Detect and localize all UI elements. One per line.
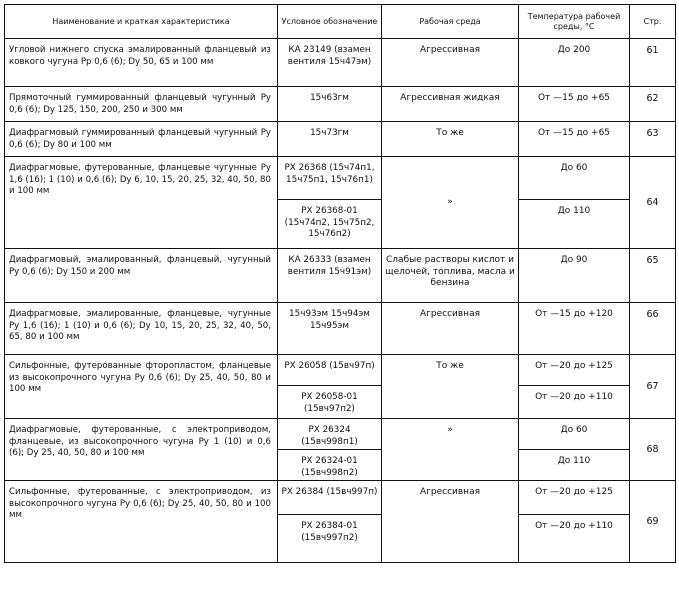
- row-temp: От —15 до +65: [519, 87, 630, 122]
- row-page: 68: [630, 419, 676, 481]
- row-page: 62: [630, 87, 676, 122]
- row-code: КА 23149 (взамен вентиля 15ч47эм): [278, 39, 382, 87]
- header-row: [5, 5, 676, 39]
- row-name: Диафрагмовый, эмалированный, фланцевый, чугунный Pу 0,6 (6); Dу 150 и 200 мм: [5, 249, 278, 303]
- row-env: Агрессивная: [382, 39, 519, 87]
- table-row: [5, 39, 676, 87]
- valve-catalog-page: [4, 4, 675, 600]
- header-name: Наименование и краткая характеристика: [5, 5, 278, 39]
- row-code: РХ 26324-01 (15вч998п2): [278, 450, 382, 481]
- row-temp: От —15 до +65: [519, 122, 630, 157]
- row-name: Прямоточный гуммированный фланцевый чугунный Pу 0,6 (6); Dу 125, 150, 200, 250 и 300 мм: [5, 87, 278, 122]
- row-env: То же: [382, 355, 519, 419]
- table-row: [5, 87, 676, 122]
- row-page: 64: [630, 157, 676, 249]
- row-code: 15ч73гм: [278, 122, 382, 157]
- row-env: То же: [382, 122, 519, 157]
- row-temp: От —15 до +120: [519, 303, 630, 355]
- header-env: Рабочая среда: [382, 5, 519, 39]
- row-temp: От —20 до +110: [519, 386, 630, 419]
- table-row: [5, 249, 676, 303]
- row-temp: До 60: [519, 157, 630, 200]
- row-name: Сильфонные, футерованные, с электроприводом, из высокопрочного чугуна Pу 0,6 (6); Dу 25, 40, 50, 80 и 100 мм: [5, 481, 278, 563]
- row-temp: До 90: [519, 249, 630, 303]
- row-page: 65: [630, 249, 676, 303]
- row-code: РХ 26368 (15ч74п1, 15ч75п1, 15ч76п1): [278, 157, 382, 200]
- header-page: Стр.: [630, 5, 676, 39]
- row-page: 66: [630, 303, 676, 355]
- header-temp: Температура рабочей среды, °С: [519, 5, 630, 39]
- row-page: 61: [630, 39, 676, 87]
- row-temp: От —20 до +125: [519, 481, 630, 515]
- row-code: РХ 26368-01 (15ч74п2, 15ч75п2, 15ч76п2): [278, 200, 382, 249]
- table-row: [5, 419, 676, 450]
- row-code: 15ч63гм: [278, 87, 382, 122]
- row-env: Агрессивная: [382, 481, 519, 563]
- row-page: 67: [630, 355, 676, 419]
- table-row: [5, 303, 676, 355]
- table-row: [5, 157, 676, 200]
- row-name: Диафрагмовые, футерованные, фланцевые чугунные Pу 1,6 (16); 1 (10) и 0,6 (6); Dу 6, 10, 15, 20, 25, 32, 40, 50, 80 и 100 мм: [5, 157, 278, 249]
- row-env: Агрессивная жидкая: [382, 87, 519, 122]
- row-page: 69: [630, 481, 676, 563]
- row-code: РХ 26058-01 (15вч97п2): [278, 386, 382, 419]
- row-env: »: [382, 419, 519, 481]
- row-name: Угловой нижнего спуска эмалированный фланцевый из ковкого чугуна Pр 0,6 (6); Dу 50, 65 и 100 мм: [5, 39, 278, 87]
- row-temp: До 110: [519, 200, 630, 249]
- row-code: РХ 26058 (15вч97п): [278, 355, 382, 386]
- row-name: Диафрагмовые, футерованные, с электроприводом, фланцевые, из высокопрочного чугуна Pу 1 (10) и 0,6 (6); Dу 25, 40, 50, 80 и 100 мм: [5, 419, 278, 481]
- table-row: [5, 355, 676, 386]
- row-name: Диафрагмовый гуммированный фланцевый чугунный Pу 0,6 (6); Dу 80 и 100 мм: [5, 122, 278, 157]
- row-code: РХ 26384-01 (15вч997п2): [278, 515, 382, 563]
- row-code: РХ 26324 (15вч998п1): [278, 419, 382, 450]
- row-temp: От —20 до +125: [519, 355, 630, 386]
- row-code: РХ 26384 (15вч997п): [278, 481, 382, 515]
- row-env: Агрессивная: [382, 303, 519, 355]
- row-temp: До 60: [519, 419, 630, 450]
- row-name: Сильфонные, футерованные фторопластом, фланцевые из высокопрочного чугуна Pу 0,6 (6); Dу 25, 40, 50, 80 и 100 мм: [5, 355, 278, 419]
- header-code: Условное обозначение: [278, 5, 382, 39]
- row-code: КА 26333 (взамен вентиля 15ч91эм): [278, 249, 382, 303]
- table-row: [5, 481, 676, 515]
- row-code: 15ч93эм 15ч94эм 15ч95эм: [278, 303, 382, 355]
- row-temp: До 200: [519, 39, 630, 87]
- table-row: [5, 122, 676, 157]
- row-env: »: [382, 157, 519, 249]
- row-temp: От —20 до +110: [519, 515, 630, 563]
- valve-table: [4, 4, 676, 563]
- row-page: 63: [630, 122, 676, 157]
- row-temp: До 110: [519, 450, 630, 481]
- row-name: Диафрагмовые, эмалированные, фланцевые, чугунные Pу 1,6 (16); 1 (10) и 0,6 (6); Dу 10, 15, 20, 25, 32, 40, 50, 65, 80 и 100 мм: [5, 303, 278, 355]
- row-env: Слабые растворы кислот и щелочей, топлива, масла и бензина: [382, 249, 519, 303]
